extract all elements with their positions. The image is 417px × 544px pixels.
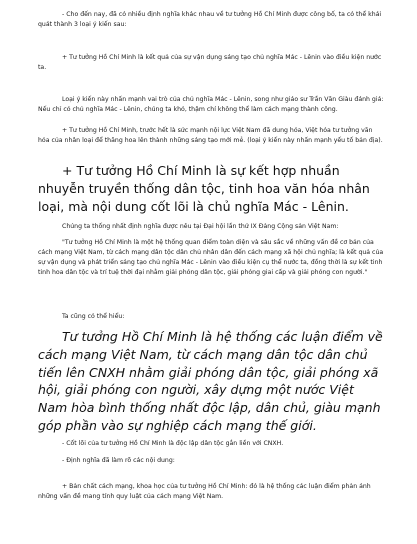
paragraph-intro: - Cho đến nay, đã có nhiều định nghĩa khác nhau về tư tưởng Hồ Chí Minh được công bố, ta có thể khái quát thành 3 loại ý kiến sau:	[38, 11, 382, 28]
paragraph-view-1-comment: Loại ý kiến này nhấn mạnh vai trò của chủ nghĩa Mác - Lênin, song như giáo sư Trần Văn Giàu đánh giá: Nếu chỉ có chủ nghĩa Mác - Lênin, chúng ta khó, thậm chí không thể làm cách mạng thành công.	[38, 96, 384, 113]
paragraph-alt-definition-large: Tư tưởng Hồ Chí Minh là hệ thống các luận điểm về cách mạng Việt Nam, từ cách mạng dân tộc dân chủ tiến lên CNXH nhằm giải phóng dân tộc, giải phóng xã hội, giải phóng con người, xây dựng một nước Việt Nam hòa bình thống nhất độc lập, dân chủ, giàu mạnh góp phần vào sự nghiệp cách mạng thế giới.	[38, 329, 383, 433]
paragraph-nature: + Bản chất cách mạng, khoa học của tư tưởng Hồ Chí Minh: đó là hệ thống các luận điểm phản ánh những vấn đề mang tính quy luật của cách mạng Việt Nam.	[38, 483, 371, 500]
paragraph-view-2: + Tư tưởng Hồ Chí Minh, trước hết là sức mạnh nội lực Việt Nam đã dung hóa, Việt hóa tư tưởng văn hóa của nhân loại để thăng hoa lên thành những sáng tạo mới mẻ. (loại ý kiến này nhấn mạnh yếu tố bản địa).	[38, 127, 383, 144]
paragraph-view-3-large: + Tư tưởng Hồ Chí Minh là sự kết hợp nhuần nhuyễn truyền thống dân tộc, tinh hoa văn hóa nhân loại, mà nội dung cốt lõi là chủ nghĩa Mác - Lênin.	[38, 163, 370, 214]
paragraph-congress-definition: "Tư tưởng Hồ Chí Minh là một hệ thống quan điểm toàn diện và sâu sắc về những vấn đề cơ bản của cách mạng Việt Nam, từ cách mạng dân tộc dân chủ nhân dân đến cách mạng xã hội chủ nghĩa; là kết quả của sự vận dụng và phát triển sáng tạo chủ nghĩa Mác - Lênin vào điều kiện cụ thể nước ta, đồng thời là sự kết tinh tinh hoa dân tộc và trí tuệ thời đại nhằm giải phóng dân tộc, giải phóng giai cấp và giải phóng con người."	[38, 239, 384, 276]
paragraph-congress-intro: Chúng ta thống nhất định nghĩa được nêu tại Đại hội lần thứ IX Đảng Cộng sản Việt Nam:	[62, 223, 339, 230]
paragraph-alt-understanding: Ta cũng có thể hiểu:	[62, 313, 125, 320]
paragraph-core: - Cốt lõi của tư tưởng Hồ Chí Minh là độc lập dân tộc gắn liền với CNXH.	[62, 440, 284, 447]
paragraph-view-1: + Tư tưởng Hồ Chí Minh là kết quả của sự vận dụng sáng tạo chủ nghĩa Mác - Lênin vào điều kiện nước ta.	[38, 54, 382, 71]
paragraph-clarifies: - Định nghĩa đã làm rõ các nội dung:	[62, 457, 175, 464]
